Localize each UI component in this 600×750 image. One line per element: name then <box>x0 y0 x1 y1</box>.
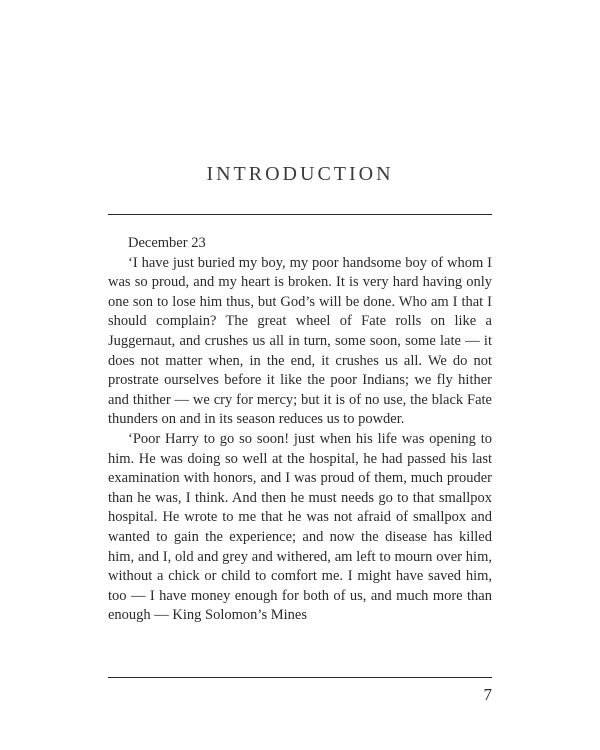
page-number: 7 <box>483 685 492 704</box>
top-rule <box>108 214 492 215</box>
body-text <box>108 234 492 626</box>
bottom-rule <box>108 677 492 678</box>
date-line: December 23 <box>128 235 206 251</box>
chapter-title: INTRODUCTION <box>206 163 394 185</box>
paragraph-2: ‘Poor Harry to go so soon! just when his life was opening to him. He was doing so well at the hospital, he had passed his last examination with honors, and I was proud of them, much prouder than he was, I think. And then he must needs go to that smallpox hospital. He wrote to me that he was not afraid of smallpox and wanted to gain the experience; and now the disease has killed him, and I, old and grey and withered, am left to mourn over him, without a chick or child to comfort me. I might have saved him, too — I have money enough for both of us, and much more than enough — King Solomon’s Mines <box>108 430 492 624</box>
paragraph-1: ‘I have just buried my boy, my poor handsome boy of whom I was so proud, and my heart is broken. It is very hard having only one son to lose him thus, but God’s will be done. Who am I that I should complain? The great wheel of Fate rolls on like a Juggernaut, and crushes us all in turn, some soon, some late — it does not matter when, in the end, it crushes us all. We do not prostrate ourselves before it like the poor Indians; we fly hither and thither — we cry for mercy; but it is of no use, the black Fate thunders on and in its season reduces us to powder. <box>108 254 492 428</box>
